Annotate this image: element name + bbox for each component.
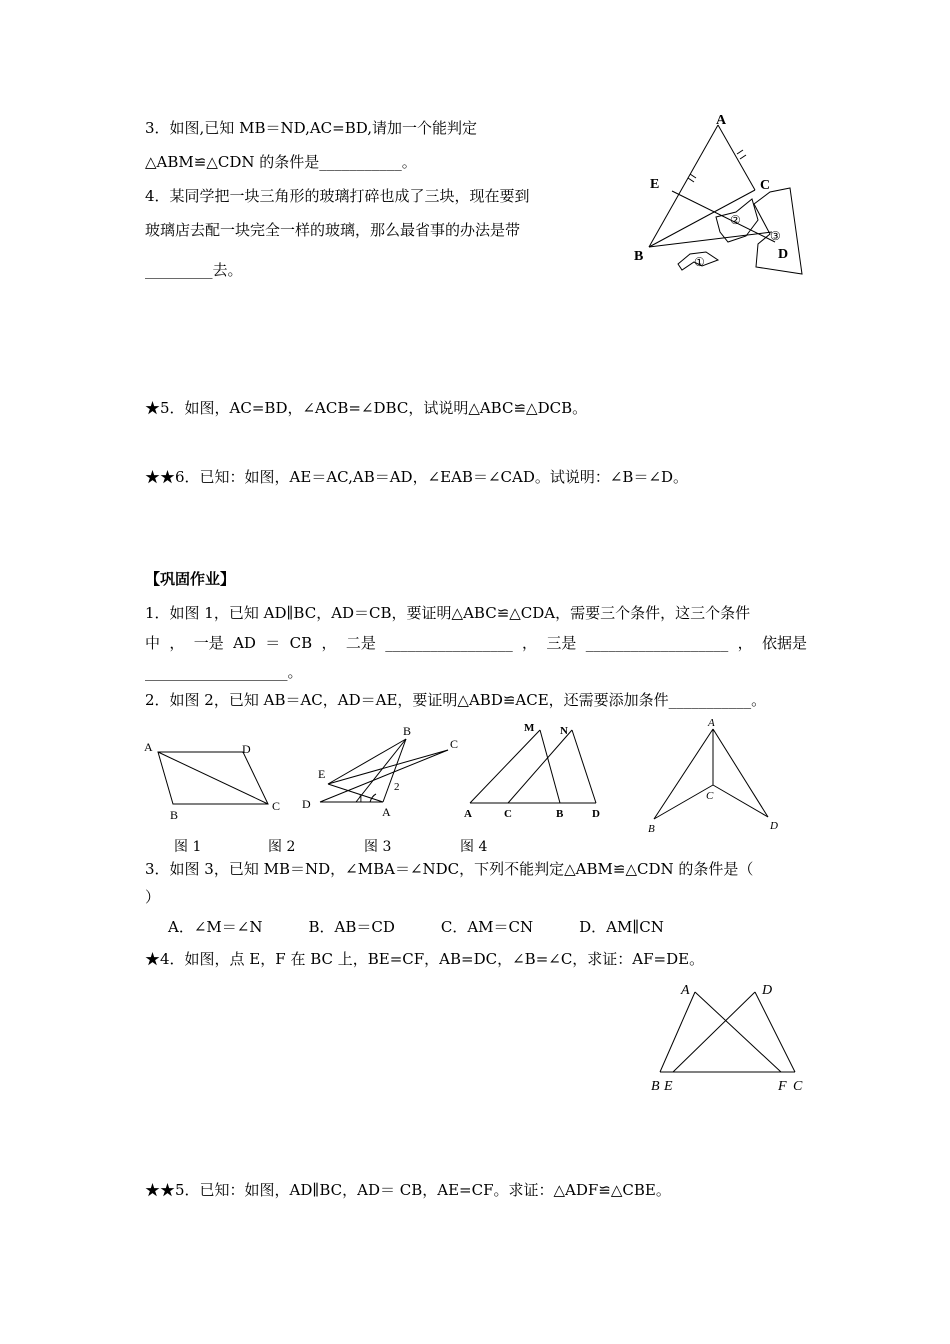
label-A: A: [716, 113, 727, 128]
label-D: D: [778, 247, 789, 262]
figure-3: [460, 718, 610, 823]
q3-line1: 3．如图,已知 MB＝ND,AC=BD,请加一个能判定: [145, 119, 478, 137]
fig4-C: C: [706, 790, 714, 802]
hw-q1-line2: 中 ， 一是 AD ＝ CB ， 二是 _________________ ， 三是 ___________________ ， 依据是: [145, 634, 807, 652]
fig2-E: E: [318, 767, 326, 781]
hw-q4: ★4．如图，点 E，F 在 BC 上，BE=CF，AB=DC，∠B=∠C，求证：AF=DE。: [145, 950, 705, 968]
piece-3: ③: [770, 229, 781, 243]
hw-q5: ★★5．已知：如图，AD∥BC，AD＝ CB，AE=CF。求证：△ADF≌△CBE。: [145, 1181, 671, 1199]
fig3-M: M: [524, 722, 535, 734]
option-b: B．AB＝CD: [308, 918, 395, 936]
label-E: E: [650, 177, 660, 192]
fig1-D: D: [242, 742, 251, 756]
fig3-C: C: [504, 808, 512, 820]
q4-line3: _________去。: [145, 261, 243, 279]
figq4-B: B: [651, 1079, 660, 1094]
fig2-D: D: [302, 797, 311, 811]
fig2-C: C: [450, 737, 459, 751]
broken-glass-figure: [630, 112, 810, 287]
label-B: B: [634, 249, 644, 264]
figure-4: [640, 715, 790, 840]
piece-2: ②: [730, 213, 741, 227]
hw-q3-line1: 3．如图 3，已知 MB＝ND，∠MBA＝∠NDC，下列不能判定△ABM≌△CDN 的条件是（: [145, 860, 754, 878]
homework-heading: 【巩固作业】: [145, 570, 236, 588]
q4-line2: 玻璃店去配一块完全一样的玻璃，那么最省事的办法是带: [145, 221, 521, 239]
fig1-B: B: [170, 808, 179, 822]
fig2-B: B: [403, 724, 412, 738]
figure-q4: [645, 978, 815, 1098]
label-C: C: [760, 178, 771, 193]
hw-q2: 2．如图 2，已知 AB＝AC，AD＝AE，要证明△ABD≌ACE，还需要添加条件___________。: [145, 691, 767, 709]
figq4-E: E: [664, 1079, 673, 1094]
figq4-C: C: [793, 1079, 803, 1094]
hw-q1-line1: 1．如图 1，已知 AD∥BC，AD＝CB，要证明△ABC≌△CDA，需要三个条件，这三个条件: [145, 604, 751, 622]
fig4-B: B: [648, 823, 655, 835]
figure-2: [298, 722, 468, 822]
fig3-D: D: [592, 808, 600, 820]
figure-1: [140, 735, 290, 825]
caption-fig3: 图 3: [364, 839, 392, 855]
option-d: D．AM∥CN: [579, 918, 664, 936]
option-a: A．∠M＝∠N: [168, 918, 263, 936]
fig4-D: D: [770, 820, 778, 832]
fig2-A: A: [382, 805, 391, 819]
fig2-angle-2: 2: [394, 781, 400, 793]
fig2-angle-1: 1: [358, 793, 364, 805]
piece-1: ①: [694, 255, 705, 269]
q4-line1: 4．某同学把一块三角形的玻璃打碎也成了三块，现在要到: [145, 187, 530, 205]
fig1-A: A: [144, 740, 153, 754]
figq4-F: F: [778, 1079, 787, 1094]
q3-line2: △ABM≌△CDN 的条件是___________。: [145, 153, 417, 171]
fig3-N: N: [560, 725, 568, 737]
figq4-A: A: [681, 983, 690, 998]
caption-fig2: 图 2: [268, 839, 296, 855]
hw-q3-line2: ）: [145, 888, 161, 906]
fig3-A: A: [464, 808, 472, 820]
q6: ★★6．已知：如图，AE＝AC,AB＝AD，∠EAB＝∠CAD。试说明：∠B＝∠D。: [145, 468, 689, 486]
caption-fig1: 图 1: [174, 839, 202, 855]
option-c: C．AM＝CN: [440, 918, 534, 936]
hw-q3-options: [168, 917, 710, 937]
fig3-B: B: [556, 808, 564, 820]
fig1-C: C: [272, 799, 281, 813]
hw-q1-line3: ___________________。: [145, 663, 303, 681]
fig4-A: A: [708, 717, 715, 729]
figq4-D: D: [762, 983, 773, 998]
q5: ★5．如图，AC=BD，∠ACB=∠DBC，试说明△ABC≌△DCB。: [145, 399, 588, 417]
caption-fig4: 图 4: [460, 839, 488, 855]
